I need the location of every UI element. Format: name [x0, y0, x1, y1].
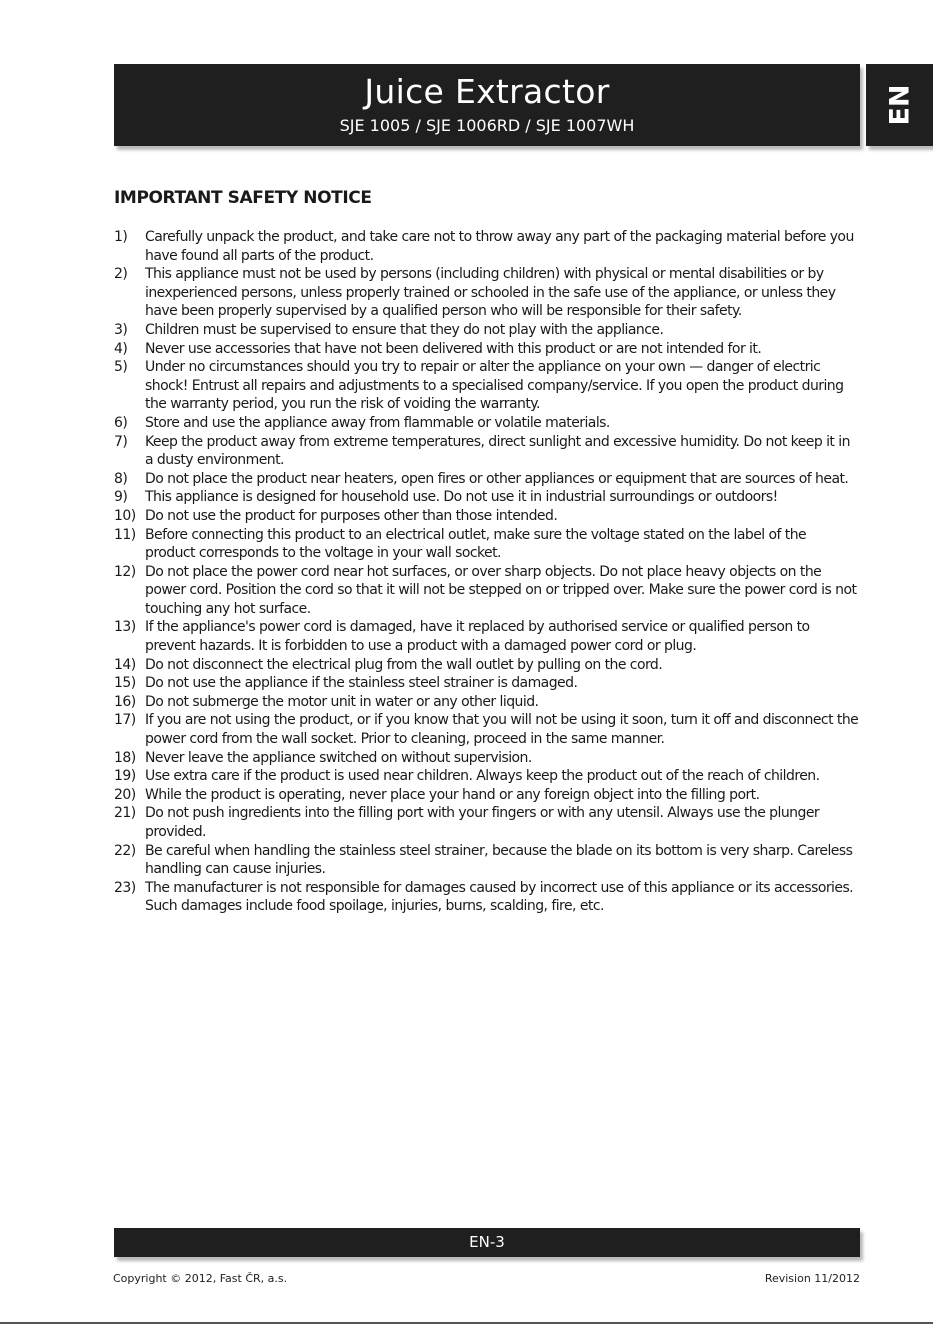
- list-item-number: 7): [114, 433, 128, 450]
- list-item: [114, 321, 859, 340]
- list-item: [114, 470, 859, 489]
- list-item: [114, 265, 859, 321]
- list-item: [114, 786, 859, 805]
- list-item: [114, 656, 859, 675]
- list-item-text: Use extra care if the product is used near children. Always keep the product out of the reach of children.: [145, 768, 820, 785]
- list-item-text: Children must be supervised to ensure that they do not play with the appliance.: [145, 321, 664, 338]
- list-item-text: Do not submerge the motor unit in water or any other liquid.: [145, 693, 539, 710]
- list-item-number: 21): [114, 805, 136, 822]
- list-item: [114, 507, 859, 526]
- list-item-text: Store and use the appliance away from flammable or volatile materials.: [145, 414, 610, 431]
- list-item-text: Do not use the appliance if the stainless steel strainer is damaged.: [145, 675, 578, 692]
- document-title: Juice Extractor: [364, 72, 610, 111]
- list-item-text: Carefully unpack the product, and take care not to throw away any part of the packaging material before you have found all parts of the product.: [145, 229, 854, 264]
- safety-notice-list: [114, 228, 859, 916]
- list-item-text: Do not push ingredients into the filling port with your fingers or with any utensil. Always use the plunger provided.: [145, 805, 820, 840]
- list-item-text: Under no circumstances should you try to repair or alter the appliance on your own — danger of electric shock! Entrust all repairs and adjustments to a specialised company/service. If you open the product during the warranty period, you run the risk of voiding the warranty.: [145, 359, 844, 413]
- title-banner: [114, 64, 860, 146]
- list-item-number: 16): [114, 693, 136, 710]
- list-item-number: 8): [114, 470, 128, 487]
- list-item-text: Never use accessories that have not been delivered with this product or are not intended for it.: [145, 340, 762, 357]
- list-item: [114, 414, 859, 433]
- list-item-text: Do not place the product near heaters, open fires or other appliances or equipment that are sources of heat.: [145, 470, 849, 487]
- list-item: [114, 674, 859, 693]
- list-item-number: 4): [114, 340, 128, 357]
- list-item-text: This appliance is designed for household use. Do not use it in industrial surroundings or outdoors!: [145, 489, 778, 506]
- list-item-number: 12): [114, 563, 136, 580]
- list-item-number: 13): [114, 619, 136, 636]
- list-item-number: 17): [114, 712, 136, 729]
- list-item-number: 19): [114, 768, 136, 785]
- list-item: [114, 749, 859, 768]
- list-item-number: 23): [114, 879, 136, 896]
- model-numbers: SJE 1005 / SJE 1006RD / SJE 1007WH: [339, 116, 635, 135]
- list-item-text: Never leave the appliance switched on without supervision.: [145, 749, 532, 766]
- list-item: [114, 711, 859, 748]
- list-item: [114, 358, 859, 414]
- language-tab: [866, 64, 933, 146]
- list-item: [114, 340, 859, 359]
- list-item-text: Do not use the product for purposes other than those intended.: [145, 507, 558, 524]
- list-item-number: 20): [114, 786, 136, 803]
- list-item: [114, 804, 859, 841]
- list-item: [114, 618, 859, 655]
- list-item-text: Do not disconnect the electrical plug from the wall outlet by pulling on the cord.: [145, 656, 663, 673]
- revision-text: Revision 11/2012: [764, 1272, 860, 1285]
- list-item: [114, 879, 859, 916]
- list-item-text: If the appliance's power cord is damaged, have it replaced by authorised service or qualified person to prevent hazards. It is forbidden to use a product with a damaged power cord or plug.: [145, 619, 810, 655]
- footer-banner: [114, 1228, 860, 1257]
- list-item-number: 18): [114, 749, 136, 766]
- list-item: [114, 228, 859, 265]
- list-item-text: Do not place the power cord near hot surfaces, or over sharp objects. Do not place heavy objects on the power cord. Position the cord so that it will not be stepped on or tripped over. Make sure the power cord is not touching any hot surface.: [145, 563, 857, 617]
- page-number: EN-3: [469, 1233, 505, 1251]
- list-item-text: While the product is operating, never place your hand or any foreign object into the filling port.: [145, 786, 760, 803]
- list-item: [114, 433, 859, 470]
- list-item-number: 2): [114, 266, 128, 283]
- list-item: [114, 488, 859, 507]
- section-heading: IMPORTANT SAFETY NOTICE: [114, 188, 372, 208]
- copyright-text: Copyright © 2012, Fast ČR, a.s.: [113, 1272, 288, 1285]
- list-item-text: Before connecting this product to an electrical outlet, make sure the voltage stated on the label of the product corresponds to the voltage in your wall socket.: [145, 526, 807, 562]
- list-item-text: If you are not using the product, or if you know that you will not be using it soon, turn it off and disconnect the power cord from the wall socket. Prior to cleaning, proceed in the same manner.: [145, 712, 859, 748]
- list-item: [114, 842, 859, 879]
- list-item-text: Be careful when handling the stainless steel strainer, because the blade on its bottom is very sharp. Careless handling can cause injuries.: [145, 842, 853, 878]
- list-item-number: 14): [114, 656, 136, 673]
- list-item-text: The manufacturer is not responsible for damages caused by incorrect use of this appliance or its accessories. Such damages include food spoilage, injuries, burns, scalding, fire, etc.: [145, 879, 854, 915]
- list-item-number: 1): [114, 229, 128, 245]
- list-item-number: 10): [114, 507, 136, 524]
- list-item-number: 15): [114, 675, 136, 692]
- list-item-text: This appliance must not be used by persons (including children) with physical or mental disabilities or by inexperienced persons, unless properly trained or schooled in the safe use of the appliance, or unless they have been properly supervised by a qualified person who will be responsible for their safety.: [145, 266, 836, 320]
- list-item: [114, 526, 859, 563]
- list-item: [114, 563, 859, 619]
- list-item-number: 11): [114, 526, 136, 543]
- list-item-number: 3): [114, 321, 128, 338]
- list-item-number: 22): [114, 842, 136, 859]
- language-label: EN: [884, 84, 915, 126]
- list-item-number: 5): [114, 359, 128, 376]
- list-item-text: Keep the product away from extreme temperatures, direct sunlight and excessive humidity. Do not keep it in a dusty environment.: [145, 433, 850, 469]
- list-item-number: 6): [114, 414, 128, 431]
- list-item: [114, 767, 859, 786]
- list-item-number: 9): [114, 489, 128, 506]
- list-item: [114, 693, 859, 712]
